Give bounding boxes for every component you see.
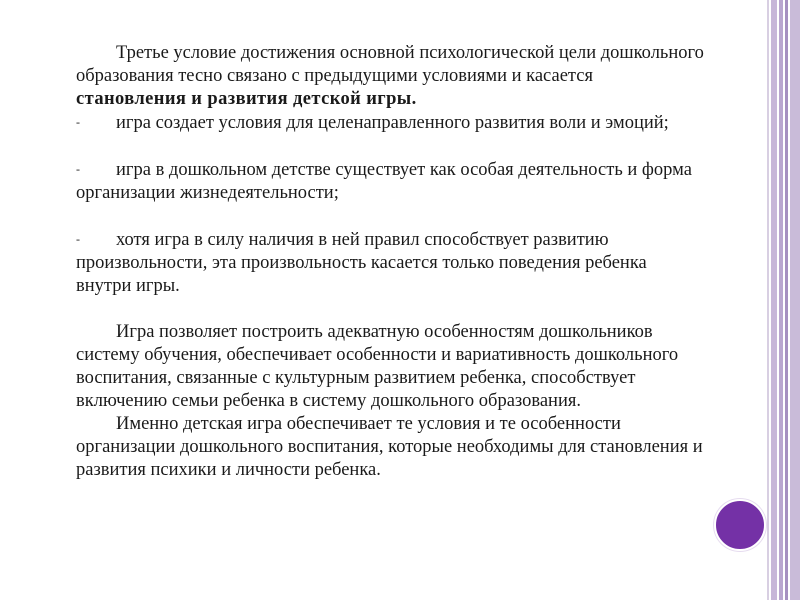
emphasis-text: становления и развития детской игры. [76,89,417,109]
paragraph-game-learning: Игра позволяет построить адекватную особенностям дошкольников систему обучения, обеспечивает особенности и вариативность дошкольного воспитания, связанные с культурным развитием ребенка, способствует включению семьи ребенка в систему дошкольного образования. [76,322,679,411]
decorative-stripe [767,0,769,600]
paragraph-intro-text: Третье условие достижения основной психологической цели дошкольного образования тесно связано с предыдущими условиями и касается [76,43,704,86]
bullet-text: игра в дошкольном детстве существует как особая деятельность и форма организации жизнедеятельности; [76,160,692,203]
bullet-item [76,158,706,205]
accent-circle-icon [714,499,766,551]
bullet-item [76,111,706,135]
bullet-marker: - [76,115,80,129]
bullet-text: хотя игра в силу наличия в ней правил способствует развитию произвольности, эта произвольность касается только поведения ребенка внутри игры. [76,230,647,296]
decorative-stripe [785,0,788,600]
bullet-marker: - [76,232,80,246]
decorative-stripe [771,0,777,600]
decorative-stripe [790,0,800,600]
decorative-stripe [779,0,783,600]
bullet-marker: - [76,162,80,176]
paragraph-conclusion: Именно детская игра обеспечивает те условия и те особенности организации дошкольного воспитания, которые необходимы для становления и развития психики и личности ребенка. [76,414,703,480]
slide-text [76,42,706,482]
paragraph-intro [76,42,706,111]
bullet-item [76,228,706,298]
bullet-text: игра создает условия для целенаправленного развития воли и эмоций; [116,113,669,133]
